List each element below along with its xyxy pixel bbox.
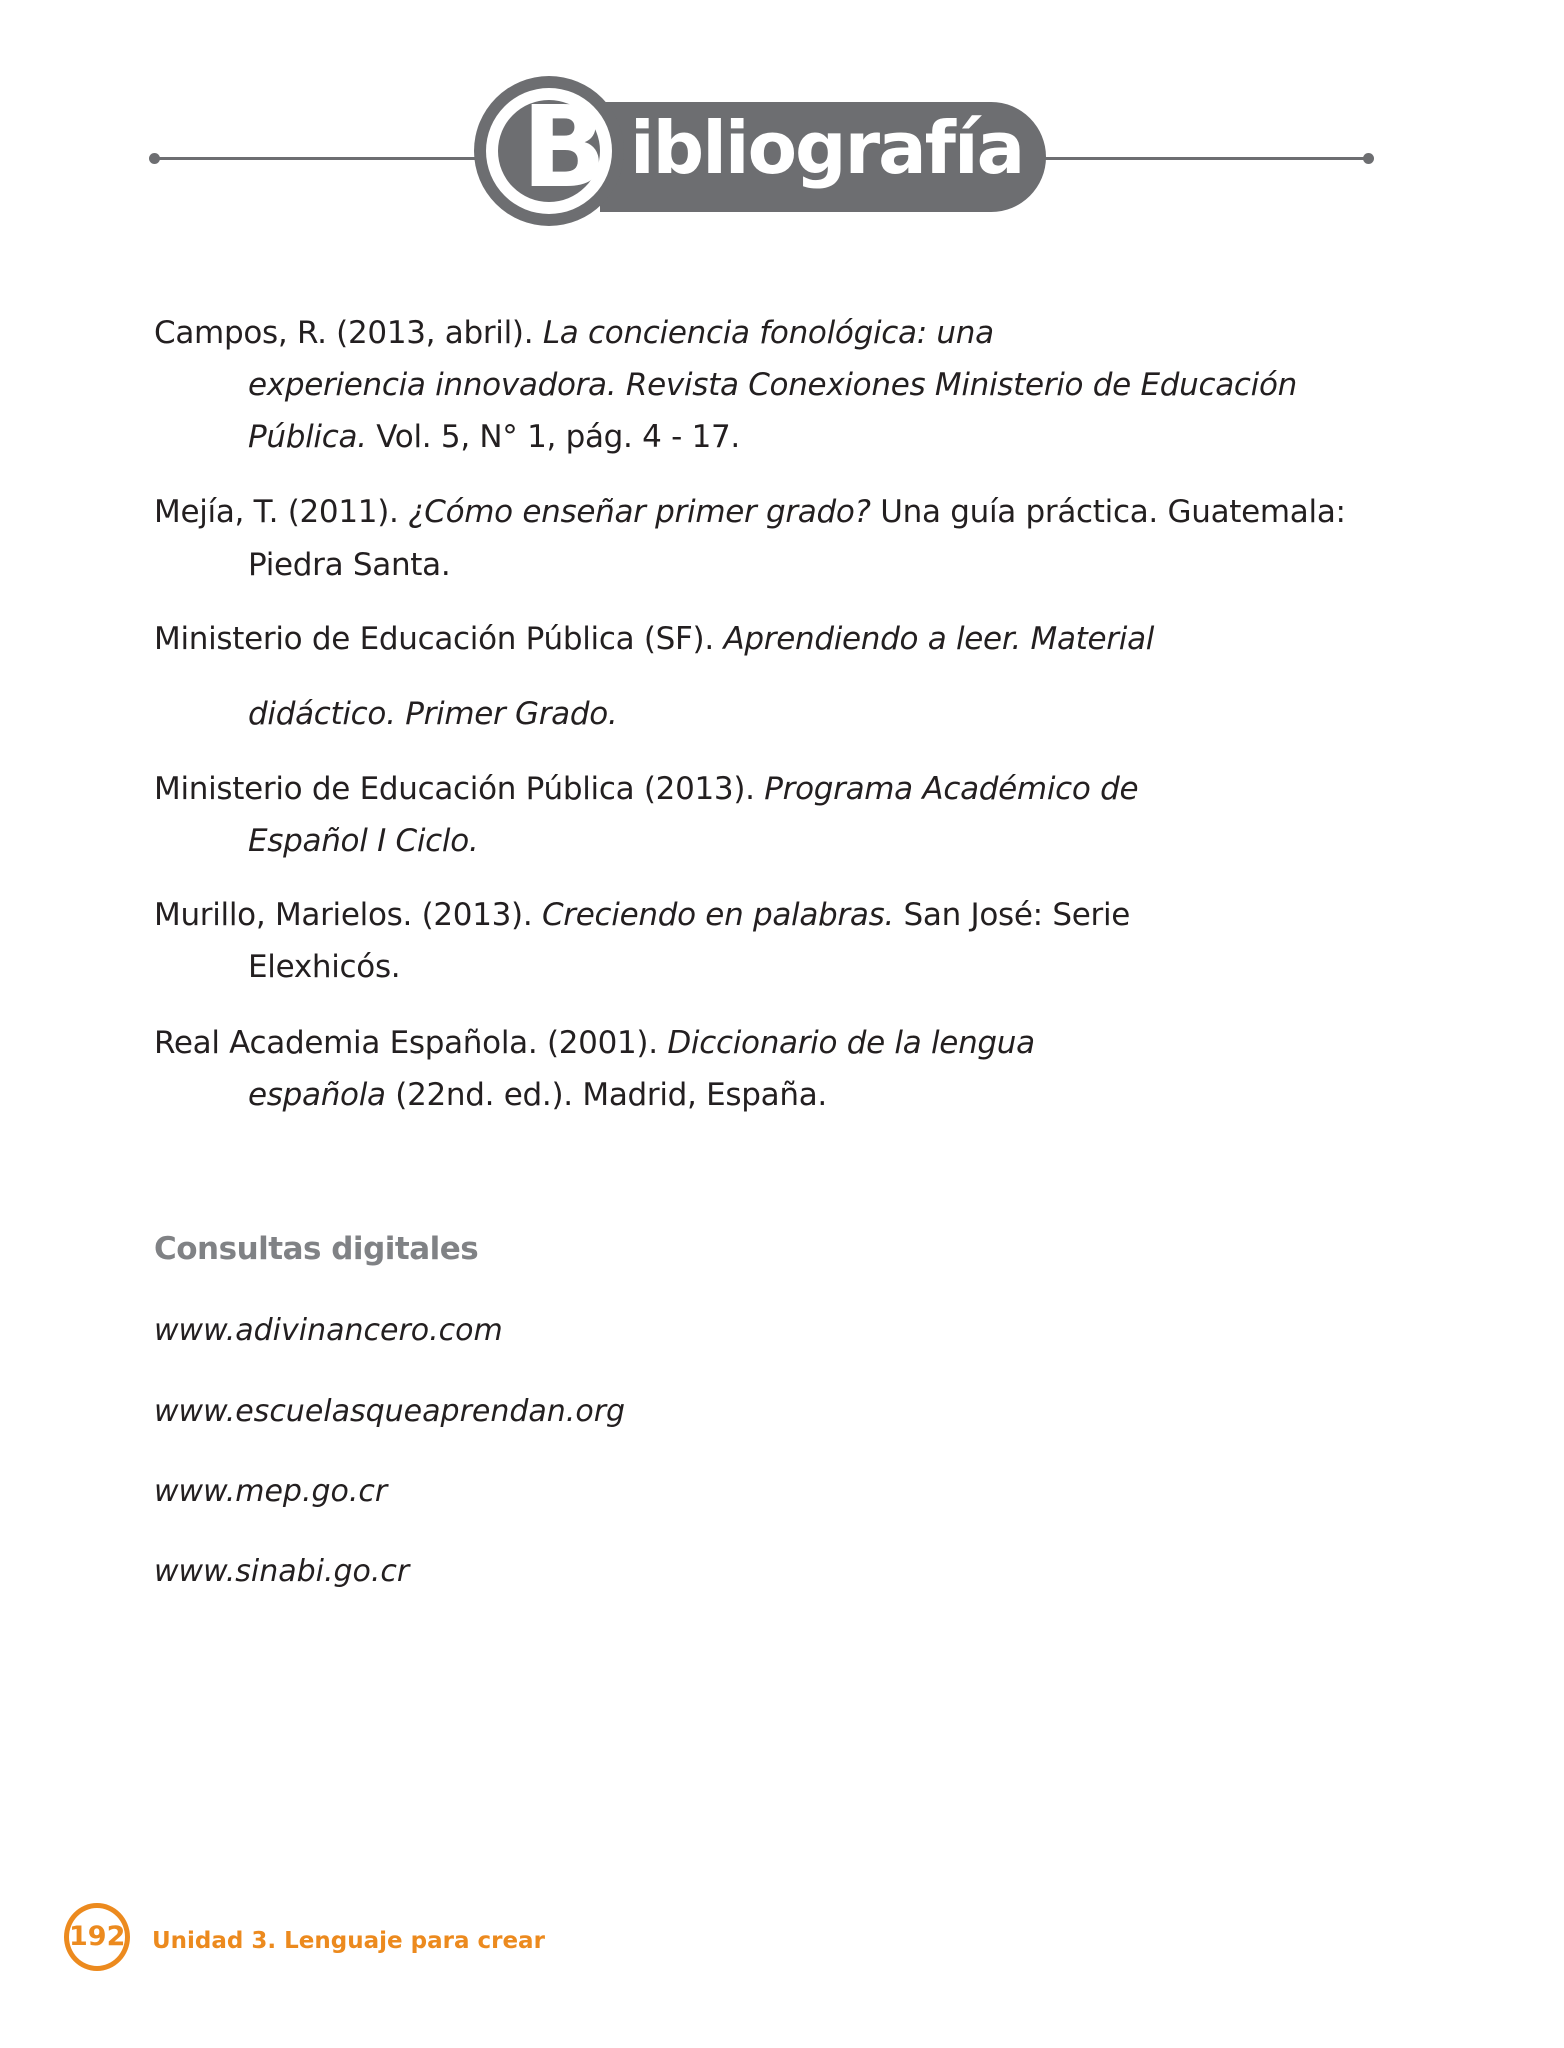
entry-text: Elexhicós. xyxy=(248,949,401,985)
rule-dot-right xyxy=(1363,153,1374,164)
entry-title-text: Creciendo en palabras. xyxy=(541,897,894,933)
header-rule-left xyxy=(154,157,484,160)
page-title: ibliografía xyxy=(630,106,1024,190)
digital-heading: Consultas digitales xyxy=(154,1231,479,1267)
entry-line xyxy=(154,771,1139,807)
entry-title-text: La conciencia fonológica: una xyxy=(542,315,994,351)
entry-text: San José: Serie xyxy=(893,897,1131,933)
entry-text: Mejía, T. (2011). xyxy=(154,494,409,530)
entry-text: Una guía práctica. Guatemala: xyxy=(870,494,1346,530)
entry-line xyxy=(248,419,740,455)
entry-line xyxy=(154,315,994,351)
entry-text: (22nd. ed.). Madrid, España. xyxy=(385,1077,827,1113)
entry-line xyxy=(154,1025,1035,1061)
rule-dot-left xyxy=(149,153,160,164)
page-number: 192 xyxy=(64,1903,130,1971)
entry-text: Real Academia Española. (2001). xyxy=(154,1025,668,1061)
unit-title: Unidad 3. Lenguaje para crear xyxy=(152,1928,545,1954)
entry-title-text: ¿Cómo enseñar primer grado? xyxy=(408,494,871,530)
entry-title-text: Español I Ciclo. xyxy=(248,823,479,859)
entry-line xyxy=(248,367,1297,403)
entry-line xyxy=(248,823,479,859)
entry-text: Vol. 5, N° 1, pág. 4 - 17. xyxy=(366,419,740,455)
url-link[interactable]: www.escuelasqueaprendan.org xyxy=(154,1394,626,1429)
entry-line xyxy=(248,1077,827,1113)
header-rule-right xyxy=(1040,157,1370,160)
title-initial: B xyxy=(521,83,605,213)
entry-line xyxy=(154,494,1346,530)
entry-title-text: Diccionario de la lengua xyxy=(667,1025,1035,1061)
url-link[interactable]: www.sinabi.go.cr xyxy=(154,1554,410,1589)
entry-text: Campos, R. (2013, abril). xyxy=(154,315,543,351)
entry-text: Murillo, Marielos. (2013). xyxy=(154,897,542,933)
url-link[interactable]: www.adivinancero.com xyxy=(154,1313,503,1348)
entry-title-text: experiencia innovadora. Revista Conexiones Ministerio de Educación xyxy=(248,367,1297,403)
entry-title-text: didáctico. Primer Grado. xyxy=(248,696,618,732)
entry-line xyxy=(154,897,1131,933)
url-link[interactable]: www.mep.go.cr xyxy=(154,1474,388,1509)
entry-text: Piedra Santa. xyxy=(248,547,451,583)
entry-line xyxy=(154,621,1155,657)
entry-text: Ministerio de Educación Pública (2013). xyxy=(154,771,765,807)
entry-title-text: Programa Académico de xyxy=(764,771,1139,807)
entry-title-text: española xyxy=(248,1077,386,1113)
entry-line xyxy=(248,547,451,583)
entry-text: Ministerio de Educación Pública (SF). xyxy=(154,621,724,657)
entry-line xyxy=(248,949,401,985)
entry-title-text: Aprendiendo a leer. Material xyxy=(723,621,1155,657)
entry-title-text: Pública. xyxy=(248,419,367,455)
entry-line xyxy=(248,696,618,732)
